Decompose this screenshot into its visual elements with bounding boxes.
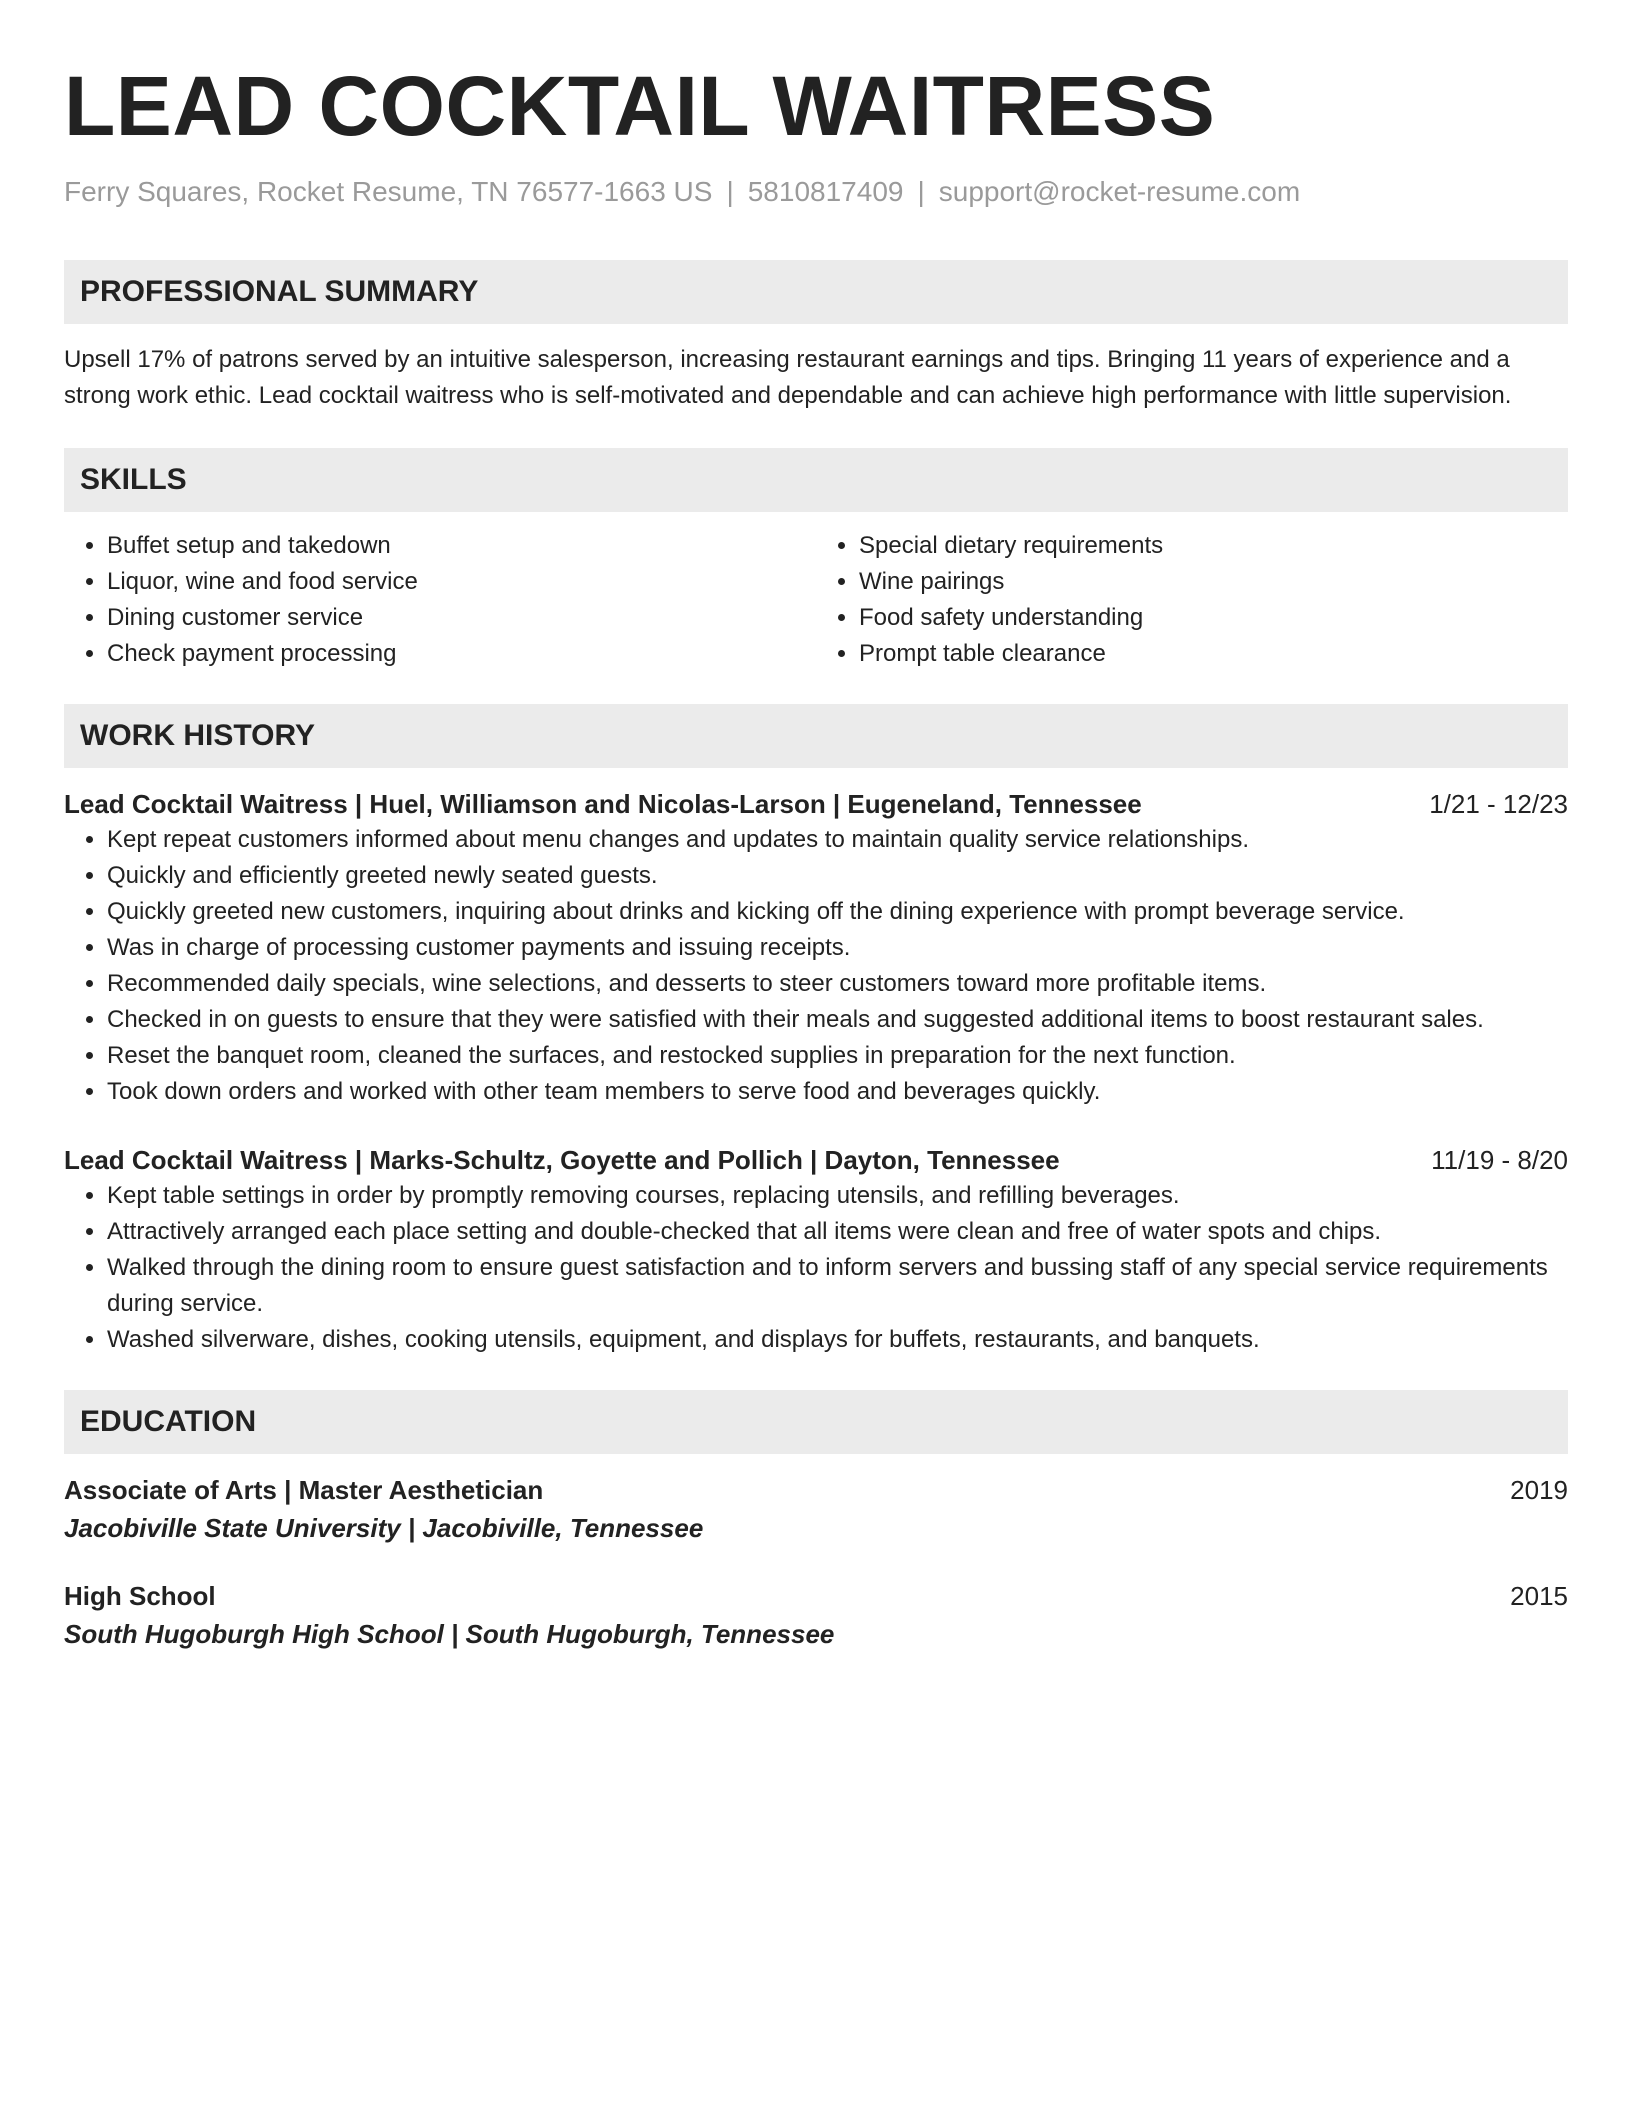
job-bullets bbox=[64, 1178, 1568, 1358]
job-bullet: • Took down orders and worked with other team members to serve food and beverages quickly. bbox=[107, 1074, 1568, 1110]
skill-item: • Buffet setup and takedown bbox=[107, 528, 816, 564]
job-header bbox=[64, 1142, 1568, 1178]
job-bullet: • Was in charge of processing customer payments and issuing receipts. bbox=[107, 930, 1568, 966]
job-bullet: • Checked in on guests to ensure that they were satisfied with their meals and suggested additional items to boost restaurant sales. bbox=[107, 1002, 1568, 1038]
job-bullet: • Kept repeat customers informed about menu changes and updates to maintain quality service relationships. bbox=[107, 822, 1568, 858]
education-header bbox=[64, 1578, 1568, 1614]
education-year: 2019 bbox=[1510, 1475, 1568, 1505]
skill-item: • Prompt table clearance bbox=[859, 636, 1568, 672]
contact-separator: | bbox=[726, 176, 734, 207]
work-history-heading: WORK HISTORY bbox=[64, 704, 1568, 768]
education-heading: EDUCATION bbox=[64, 1390, 1568, 1454]
job-bullet: • Reset the banquet room, cleaned the surfaces, and restocked supplies in preparation for the next function. bbox=[107, 1038, 1568, 1074]
job-header bbox=[64, 786, 1568, 822]
job-bullet: • Quickly and efficiently greeted newly seated guests. bbox=[107, 858, 1568, 894]
contact-separator: | bbox=[917, 176, 925, 207]
education-degree: High School bbox=[64, 1581, 216, 1611]
job-title: Lead Cocktail Waitress | Huel, Williamson and Nicolas-Larson | Eugeneland, Tennessee bbox=[64, 789, 1142, 819]
job-bullet: • Washed silverware, dishes, cooking utensils, equipment, and displays for buffets, restaurants, and banquets. bbox=[107, 1322, 1568, 1358]
contact-address: Ferry Squares, Rocket Resume, TN 76577-1663 US bbox=[64, 176, 713, 207]
job-bullet: • Quickly greeted new customers, inquiring about drinks and kicking off the dining experience with prompt beverage service. bbox=[107, 894, 1568, 930]
job-bullets bbox=[64, 822, 1568, 1110]
summary-heading: PROFESSIONAL SUMMARY bbox=[64, 260, 1568, 324]
education-year: 2015 bbox=[1510, 1581, 1568, 1611]
education-header bbox=[64, 1472, 1568, 1508]
skills-heading: SKILLS bbox=[64, 448, 1568, 512]
skills-list bbox=[64, 528, 1568, 672]
candidate-name: LEAD COCKTAIL WAITRESS bbox=[64, 59, 1216, 153]
contact-email[interactable]: support@rocket-resume.com bbox=[938, 176, 1301, 207]
job-entry bbox=[64, 786, 1568, 1110]
skill-item: • Special dietary requirements bbox=[859, 528, 1568, 564]
skills-column-left bbox=[64, 528, 816, 672]
contact-line bbox=[64, 174, 1568, 210]
education-school: South Hugoburgh High School | South Hugoburgh, Tennessee bbox=[64, 1619, 835, 1649]
job-bullet: • Attractively arranged each place setting and double-checked that all items were clean and free of water spots and chips. bbox=[107, 1214, 1568, 1250]
contact-phone: 5810817409 bbox=[747, 176, 904, 207]
skill-item: • Check payment processing bbox=[107, 636, 816, 672]
education-degree: Associate of Arts | Master Aesthetician bbox=[64, 1475, 544, 1505]
summary-text: Upsell 17% of patrons served by an intuitive salesperson, increasing restaurant earnings and tips. Bringing 11 years of experience and a strong work ethic. Lead cocktail waitress who is self-motivated and dependable and can achieve high performance with little supervision. bbox=[64, 346, 1512, 409]
job-bullet: • Kept table settings in order by promptly removing courses, replacing utensils, and refilling beverages. bbox=[107, 1178, 1568, 1214]
skills-column-right bbox=[816, 528, 1568, 672]
skill-item: • Wine pairings bbox=[859, 564, 1568, 600]
job-bullet: • Recommended daily specials, wine selections, and desserts to steer customers toward more profitable items. bbox=[107, 966, 1568, 1002]
job-entry bbox=[64, 1142, 1568, 1358]
skill-item: • Dining customer service bbox=[107, 600, 816, 636]
job-bullet: • Walked through the dining room to ensure guest satisfaction and to inform servers and bussing staff of any special service requirements during service. bbox=[107, 1250, 1568, 1322]
job-dates: 11/19 - 8/20 bbox=[1431, 1145, 1568, 1175]
education-entry bbox=[64, 1578, 1568, 1654]
job-dates: 1/21 - 12/23 bbox=[1429, 789, 1568, 819]
skill-item: • Food safety understanding bbox=[859, 600, 1568, 636]
education-entry bbox=[64, 1472, 1568, 1548]
education-school: Jacobiville State University | Jacobiville, Tennessee bbox=[64, 1513, 704, 1543]
job-title: Lead Cocktail Waitress | Marks-Schultz, Goyette and Pollich | Dayton, Tennessee bbox=[64, 1145, 1060, 1175]
skill-item: • Liquor, wine and food service bbox=[107, 564, 816, 600]
